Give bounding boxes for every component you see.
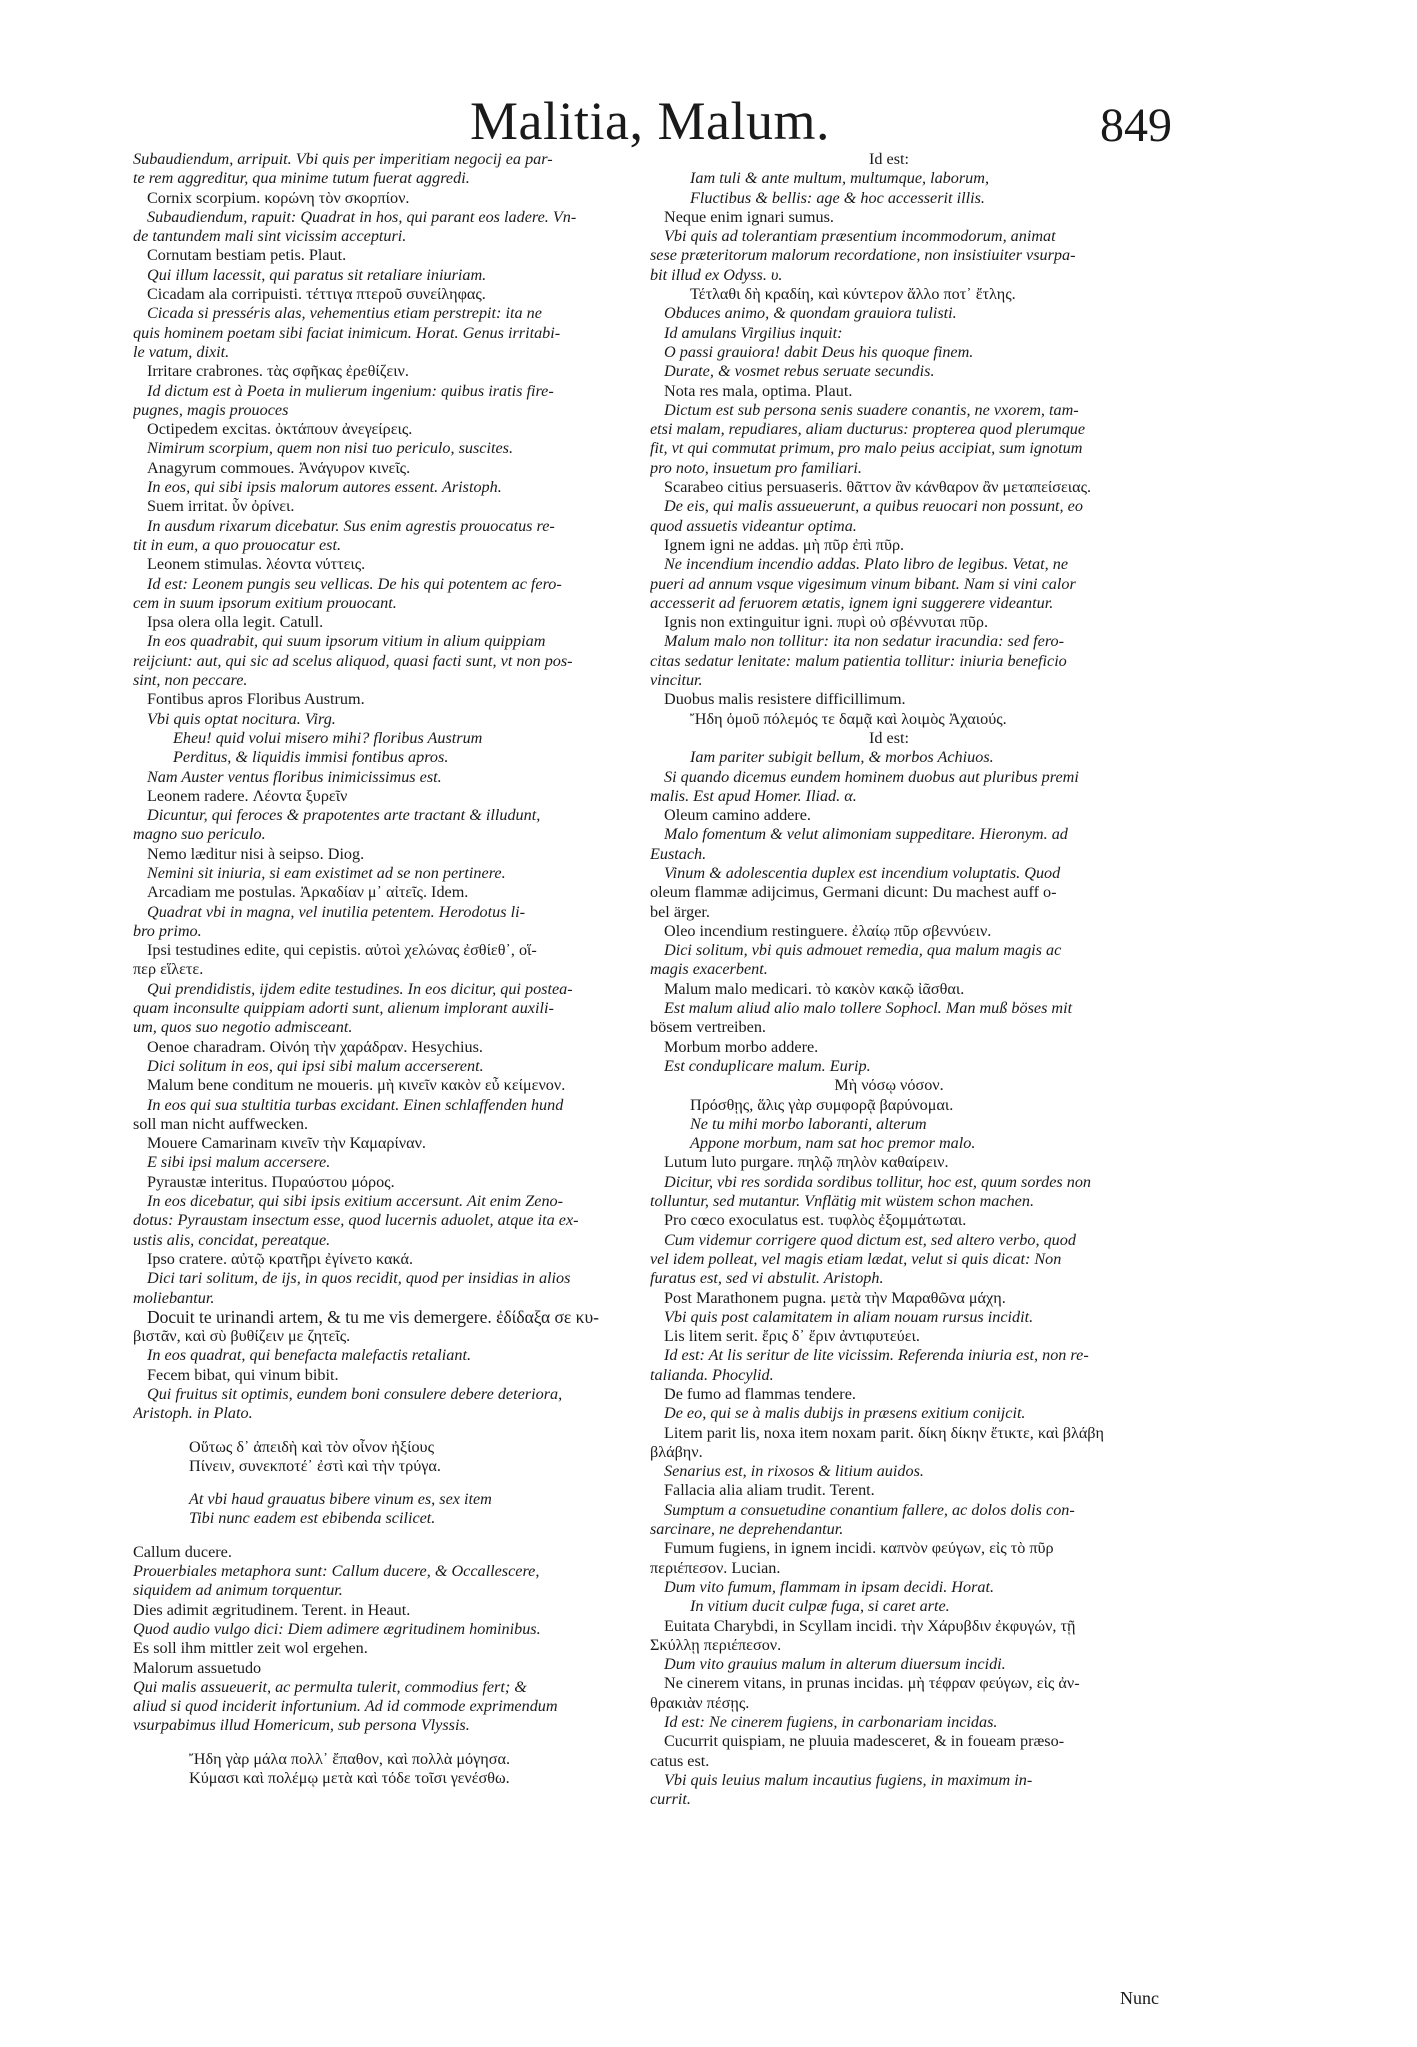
text-line: Pro cœco exoculatus est. τυφλὸς ἐξομμάτωται. <box>664 1211 967 1230</box>
text-line: Oleum camino addere. <box>664 806 811 825</box>
text-line: pro noto, insuetum pro familiari. <box>650 458 862 477</box>
text-line: moliebantur. <box>133 1288 215 1307</box>
text-line: Dictum est sub persona senis suadere conantis, ne vxorem, tam- <box>664 400 1079 419</box>
text-line: le vatum, dixit. <box>133 342 230 361</box>
text-line: vel idem polleat, vel magis etiam lædat, velut si quis dicat: Non <box>650 1249 1062 1268</box>
text-line: Κύμασι καὶ πολέμῳ μετὰ καὶ τόδε τοῖσι γενέσθω. <box>189 1769 510 1788</box>
text-line: Qui malis assueuerit, ac permulta tulerit, commodius fert; & <box>133 1677 527 1696</box>
text-line: pueri ad annum vsque vigesimum vinum bibant. Nam si vini calor <box>650 574 1076 593</box>
text-line: citas sedatur lenitate: malum patientia tollitur: iniuria beneficio <box>650 651 1067 670</box>
text-line: E sibi ipsi malum accersere. <box>147 1153 331 1172</box>
text-line: Nota res mala, optima. Plaut. <box>664 381 853 400</box>
text-line: fit, vt qui commutat primum, pro malo peius accipiat, sum ignotum <box>650 439 1083 458</box>
text-line: Ipsa olera olla legit. Catull. <box>147 613 324 632</box>
text-line: cem in suum ipsorum exitium prouocant. <box>133 593 397 612</box>
text-line: Anagyrum commoues. Ἀνάγυρον κινεῖς. <box>147 458 411 477</box>
text-line: Id est: Ne cinerem fugiens, in carbonariam incidas. <box>664 1713 998 1732</box>
text-line: currit. <box>650 1790 691 1809</box>
text-line: tit in eum, a quo prouocatur est. <box>133 535 342 554</box>
text-line: Nemini sit iniuria, si eam existimet ad se non pertinere. <box>147 863 506 882</box>
text-line: Id est: <box>868 150 909 168</box>
text-line: In eos quadrabit, qui suum ipsorum vitium in alium quippiam <box>147 632 546 651</box>
text-line: Σκύλλῃ περιέπεσον. <box>650 1635 782 1654</box>
text-line: Malum malo medicari. τὸ κακὸν κακῷ ἰᾶσθαι. <box>664 979 965 998</box>
running-head: Malitia, Malum. <box>470 91 830 151</box>
text-line: Est conduplicare malum. Eurip. <box>664 1056 871 1075</box>
text-line: bösem vertreiben. <box>650 1018 766 1037</box>
text-line: Id est: At lis seritur de lite vicissim. Referenda iniuria est, non re- <box>664 1346 1089 1365</box>
text-line: Vbi quis optat nocitura. Virg. <box>147 709 336 728</box>
text-line: Vbi quis post calamitatem in aliam nouam rursus incidit. <box>664 1307 1034 1326</box>
text-line: Fallacia alia aliam trudit. Terent. <box>664 1481 875 1500</box>
text-line: Suem irritat. ὗν ὀρίνει. <box>147 497 295 516</box>
text-line: Dici solitum, vbi quis admouet remedia, qua malum magis ac <box>664 941 1062 960</box>
text-line: Id amulans Virgilius inquit: <box>664 323 843 342</box>
text-line: περιέπεσον. Lucian. <box>650 1558 781 1577</box>
text-line: sint, non peccare. <box>133 671 248 690</box>
text-line: Ne incendium incendio addas. Plato libro de legibus. Vetat, ne <box>664 555 1069 574</box>
text-line: Ne tu mihi morbo laboranti, alterum <box>690 1114 927 1133</box>
text-line: Iam pariter subigit bellum, & morbos Achiuos. <box>690 748 994 767</box>
text-line: Leonem radere. Λέοντα ξυρεῖν <box>147 786 348 805</box>
text-line: Arcadiam me postulas. Ἀρκαδίαν μ᾽ αἰτεῖς. Idem. <box>147 883 469 902</box>
text-line: Est malum aliud alio malo tollere Sophocl. Man muß böses mit <box>664 999 1073 1018</box>
text-line: Prouerbiales metaphora sunt: Callum ducere, & Occallescere, <box>133 1562 540 1581</box>
text-line: Vinum & adolescentia duplex est incendium voluptatis. Quod <box>664 863 1061 882</box>
text-line: um, quos suo negotio admisceant. <box>133 1018 353 1037</box>
text-line: Dies adimit ægritudinem. Terent. in Heaut. <box>133 1600 411 1619</box>
text-line: θρακιὰν πέσῃς. <box>650 1693 750 1712</box>
text-line: Ipso cratere. αὐτῷ κρατῆρι ἐγίνετο κακά. <box>147 1249 414 1268</box>
text-line: Dum vito fumum, flammam in ipsam decidi. Horat. <box>664 1577 995 1596</box>
text-line: Appone morbum, nam sat hoc premor malo. <box>690 1134 976 1153</box>
right-column <box>650 150 1128 1810</box>
text-line: Iam tuli & ante multum, multumque, laborum, <box>690 169 990 188</box>
text-line: Duobus malis resistere difficillimum. <box>664 690 906 709</box>
text-line: Malorum assuetudo <box>133 1658 262 1677</box>
text-line: vincitur. <box>650 671 703 690</box>
text-line: reijciunt: aut, qui sic ad scelus aliquod, quasi facti sunt, vt non pos- <box>133 651 573 670</box>
left-column <box>133 150 613 1788</box>
text-line: Irritare crabrones. τὰς σφῆκας ἐρεθίζειν. <box>147 362 409 381</box>
text-line: O passi grauiora! dabit Deus his quoque finem. <box>664 342 974 361</box>
text-line: Es soll ihm mittler zeit wol ergehen. <box>133 1639 368 1658</box>
text-line: Ἤδη ὁμοῦ πόλεμός τε δαμᾷ καὶ λοιμὸς Ἀχαιούς. <box>690 709 1007 728</box>
text-line: tolluntur, sed mutantur. Vnflätig mit wüstem schon machen. <box>650 1192 1034 1211</box>
text-line: Senarius est, in rixosos & litium auidos. <box>664 1462 924 1481</box>
text-line: Fluctibus & bellis: age & hoc accesserit illis. <box>690 188 985 207</box>
text-line: magno suo periculo. <box>133 825 266 844</box>
text-line: Sumptum a consuetudine conantium fallere, ac dolos dolis con- <box>664 1500 1075 1519</box>
text-line: Τέτλαθι δὴ κραδίη, καὶ κύντερον ἄλλο ποτ᾽ ἔτλης. <box>690 285 1016 304</box>
text-line: Durate, & vosmet rebus seruate secundis. <box>664 362 935 381</box>
page-number: 849 <box>1100 99 1172 152</box>
text-line: Vbi quis leuius malum incautius fugiens, in maximum in- <box>664 1770 1033 1789</box>
text-line: Ipsi testudines edite, qui cepistis. αὐτοὶ χελώνας ἐσθίεθ᾽, οἵ- <box>147 941 537 960</box>
text-line: Scarabeo citius persuaseris. θᾶττον ἂν κάνθαρον ἂν μεταπείσειας. <box>664 478 1092 497</box>
text-line: Obduces animo, & quondam grauiora tulisti. <box>664 304 957 323</box>
text-line: Lutum luto purgare. πηλῷ πηλὸν καθαίρειν. <box>664 1153 949 1172</box>
text-line: Leonem stimulas. λέοντα νύττεις. <box>147 555 366 574</box>
text-line: In eos qui sua stultitia turbas excidant. Einen schlaffenden hund <box>147 1095 564 1114</box>
text-line: oleum flammæ adijcimus, Germani dicunt: Du machest auff o- <box>650 883 1057 902</box>
text-line: taliandа. Phocylid. <box>650 1365 774 1384</box>
text-line: Id est: Leonem pungis seu vellicas. De his qui potentem ac fero- <box>147 574 562 593</box>
text-line: De eis, qui malis assueuerunt, a quibus reuocari non possunt, eo <box>664 497 1083 516</box>
text-line: Οὕτως δ᾽ ἀπειδὴ καὶ τὸν οἶνον ἠξίους <box>189 1437 434 1456</box>
text-line: Malum bene conditum ne moueris. μὴ κινεῖν κακὸν εὖ κείμενον. <box>147 1076 566 1095</box>
text-line: bro primo. <box>133 921 202 940</box>
text-line: Perditus, & liquidis immisi fontibus apros. <box>173 748 449 767</box>
text-line: Nam Auster ventus floribus inimicissimus est. <box>147 767 442 786</box>
text-line: siquidem ad animum torquentur. <box>133 1581 343 1600</box>
text-line: In eos, qui sibi ipsis malorum autores essent. Aristoph. <box>147 478 502 497</box>
text-line: Tibi nunc eadem est ebibenda scilicet. <box>189 1509 436 1528</box>
text-line: Πρόσθῃς, ἅλις γὰρ συμφορᾷ βαρύνομαι. <box>690 1095 954 1114</box>
text-line: Cicadam ala corripuisti. τέττιγα πτεροῦ συνείληφας. <box>147 285 486 304</box>
text-line: Qui fruitus sit optimis, eundem boni consulere debere deteriora, <box>147 1385 563 1403</box>
text-line: Morbum morbo addere. <box>664 1037 819 1056</box>
text-line: de tantundem mali sint vicissim accepturi. <box>133 227 407 246</box>
text-line: Ἤδη γὰρ μάλα πολλ᾽ ἔπαθον, καὶ πολλὰ μόγησα. <box>189 1749 511 1768</box>
text-line: Quadrat vbi in magna, vel inutilia petentem. Herodotus li- <box>147 902 525 921</box>
text-line: Fumum fugiens, in ignem incidi. καπνὸν φεύγων, εἰς τὸ πῦρ <box>664 1539 1054 1558</box>
text-line: Malo fomentum & velut alimoniam suppeditare. Hieronym. ad <box>664 825 1068 844</box>
text-line: malis. Est apud Homer. Iliad. α. <box>650 786 857 805</box>
text-line: Fontibus apros Floribus Austrum. <box>147 690 365 709</box>
text-line: soll man nicht auffwecken. <box>133 1114 309 1133</box>
text-line: In vitium ducit culpæ fuga, si caret arte. <box>690 1597 950 1616</box>
text-line: Ne cinerem vitans, in prunas incidas. μὴ τέφραν φεύγων, εἰς ἀν- <box>664 1674 1080 1693</box>
text-line: Dici solitum in eos, qui ipsi sibi malum accerserent. <box>147 1056 484 1075</box>
text-line: Cucurrit quispiam, ne pluuia madesceret, & in foueam præso- <box>664 1732 1065 1751</box>
text-line: dotus: Pyraustam insectum esse, quod lucernis aduolet, atque ita ex- <box>133 1211 579 1230</box>
text-line: περ εἵλετε. <box>133 960 204 979</box>
text-line: At vbi haud grauatus bibere vinum es, sex item <box>189 1490 492 1509</box>
text-line: pugnes, magis prouoces <box>133 400 289 419</box>
text-line: accesserit ad feruorem ætatis, ignem igni suggerere videantur. <box>650 593 1054 612</box>
text-line: Post Marathonem pugna. μετὰ τὴν Μαραθῶνα μάχη. <box>664 1288 1006 1307</box>
text-line: Qui prendidistis, ijdem edite testudines. In eos dicitur, qui postea- <box>147 979 573 998</box>
text-line: Callum ducere. <box>133 1542 232 1561</box>
text-line: ustis alis, concidat, pereatque. <box>133 1230 331 1249</box>
text-line: Id dictum est à Poeta in mulierum ingenium: quibus iratis fire- <box>147 381 554 400</box>
text-line: Quod audio vulgo dici: Diem adimere ægritudinem hominibus. <box>133 1619 541 1638</box>
text-line: Litem parit lis, noxa item noxam parit. δίκη δίκην ἔτικτε, καὶ βλάβη <box>664 1423 1104 1442</box>
text-line: Mouere Camarinam κινεῖν τὴν Καμαρίναν. <box>147 1134 426 1153</box>
text-line: Nimirum scorpium, quem non nisi tuo periculo, suscites. <box>147 439 514 458</box>
text-line: sarcinare, ne deprehendantur. <box>650 1520 844 1539</box>
text-line <box>133 1529 613 1543</box>
text-line: Euitata Charybdi, in Scyllam incidi. τὴν Χάρυβδιν ἐκφυγών, τῇ <box>664 1616 1076 1635</box>
text-line: Vbi quis ad tolerantiam præsentium incommodorum, animat <box>664 227 1056 246</box>
text-line: catus est. <box>650 1751 710 1770</box>
text-line: quis hominem poetam sibi faciat inimicum. Horat. Genus irritabi- <box>133 323 561 342</box>
text-line <box>133 1424 613 1438</box>
text-line: quam inconsulte quippiam adorti sunt, alienum implorant auxili- <box>133 999 554 1018</box>
text-line: te rem aggreditur, qua minime tutum fuerat aggredi. <box>133 169 470 188</box>
text-line: Dum vito grauius malum in alterum diuersum incidi. <box>664 1655 1006 1674</box>
text-line: etsi malam, repudiares, aliam ducturus: propterea quod plerumque <box>650 420 1086 439</box>
text-line: Cornix scorpium. κορώνη τὸν σκορπίον. <box>147 188 410 207</box>
text-line: Ignem igni ne addas. μὴ πῦρ ἐπὶ πῦρ. <box>664 535 905 554</box>
text-line: In ausdum rixarum dicebatur. Sus enim agrestis prouocatus re- <box>147 516 555 535</box>
text-line: Eustach. <box>650 844 707 863</box>
catchword: Nunc <box>1120 1988 1159 2008</box>
text-line: Subaudiendum, arripuit. Vbi quis per imperitiam negocij ea par- <box>133 150 553 168</box>
text-line <box>133 1476 613 1490</box>
text-line: Cum videmur corrigere quod dictum est, sed altero verbo, quod <box>664 1230 1076 1249</box>
text-line: quod assuetis videantur optima. <box>650 516 857 535</box>
text-line: Cicada si presséris alas, vehementius etiam perstrepit: ita ne <box>147 304 542 323</box>
text-line: Oleo incendium restinguere. ἐλαίῳ πῦρ σβεννύειν. <box>664 921 992 940</box>
text-line: De eo, qui se à malis dubijs in præsens exitium conijcit. <box>664 1404 1026 1423</box>
text-line: Id est: <box>868 728 909 747</box>
text-line: Si quando dicemus eundem hominem duobus aut pluribus premi <box>664 767 1079 786</box>
text-line: Subaudiendum, rapuit: Quadrat in hos, qui parant eos ladere. Vn- <box>147 207 577 226</box>
text-line: Nemo læditur nisi à seipso. Diog. <box>147 844 365 863</box>
text-line: Ignis non extinguitur igni. πυρὶ οὐ σβέννυται πῦρ. <box>664 613 989 632</box>
text-line: aliud si quod inciderit infortunium. Ad id commode exprimendum <box>133 1697 558 1716</box>
text-line: βιστᾶν, καὶ σὺ βυθίζειν με ζητεῖς. <box>133 1327 351 1346</box>
text-line: Eheu! quid volui misero mihi? floribus Austrum <box>173 728 483 747</box>
text-line: Lis litem serit. ἔρις δ᾽ ἔριν ἀντιφυτεύει. <box>664 1327 920 1346</box>
text-line: In eos quadrat, qui benefacta malefactis retaliant. <box>147 1346 472 1365</box>
text-line: Docuit te urinandi artem, & tu me vis demergere. ἐδίδαξα σε κυ- <box>147 1307 599 1327</box>
text-line: Aristoph. in Plato. <box>133 1404 253 1423</box>
text-line: Dicuntur, qui feroces & prapotentes arte tractant & illudunt, <box>147 806 541 825</box>
text-line: Μὴ νόσῳ νόσον. <box>834 1076 944 1095</box>
text-line: Octipedem excitas. ὀκτάπουν ἀνεγείρεις. <box>147 420 413 439</box>
text-line: Oenoe charadram. Οἰνόη τὴν χαράδραν. Hesychius. <box>147 1037 483 1056</box>
text-line: Πίνειν, συνεκποτέ᾽ ἐστὶ καὶ τὴν τρύγα. <box>189 1456 441 1475</box>
text-line: bit illud ex Odyss. υ. <box>650 265 783 284</box>
text-line: furatus est, sed vi abstulit. Aristoph. <box>650 1269 884 1288</box>
text-line: sese præteritorum malorum recordatione, non insistiuiter vsurpa- <box>650 246 1076 265</box>
text-line: Neque enim ignari sumus. <box>664 207 834 226</box>
text-line: De fumo ad flammas tendere. <box>664 1385 856 1403</box>
text-line: bel ärger. <box>650 902 710 921</box>
text-line: In eos dicebatur, qui sibi ipsis exitium accersunt. Ait enim Zeno- <box>147 1192 564 1211</box>
text-line: βλάβην. <box>650 1442 703 1461</box>
text-line: Pyraustæ interitus. Πυραύστου μόρος. <box>147 1172 395 1191</box>
text-line: magis exacerbent. <box>650 960 768 979</box>
text-line: Cornutam bestiam petis. Plaut. <box>147 246 347 265</box>
text-line: vsurpabimus illud Homericum, sub persona Vlyssis. <box>133 1716 470 1735</box>
text-line: Dici tari solitum, de ijs, in quos recidit, quod per insidias in alios <box>147 1269 571 1288</box>
text-line: Qui illum lacessit, qui paratus sit retaliare iniuriam. <box>147 265 487 284</box>
text-line: Fecem bibat, qui vinum bibit. <box>147 1365 339 1384</box>
text-line: Malum malo non tollitur: ita non sedatur iracundia: sed fero- <box>664 632 1065 651</box>
text-line <box>133 1736 613 1750</box>
text-line: Dicitur, vbi res sordida sordibus tollitur, hoc est, quum sordes non <box>664 1172 1092 1191</box>
